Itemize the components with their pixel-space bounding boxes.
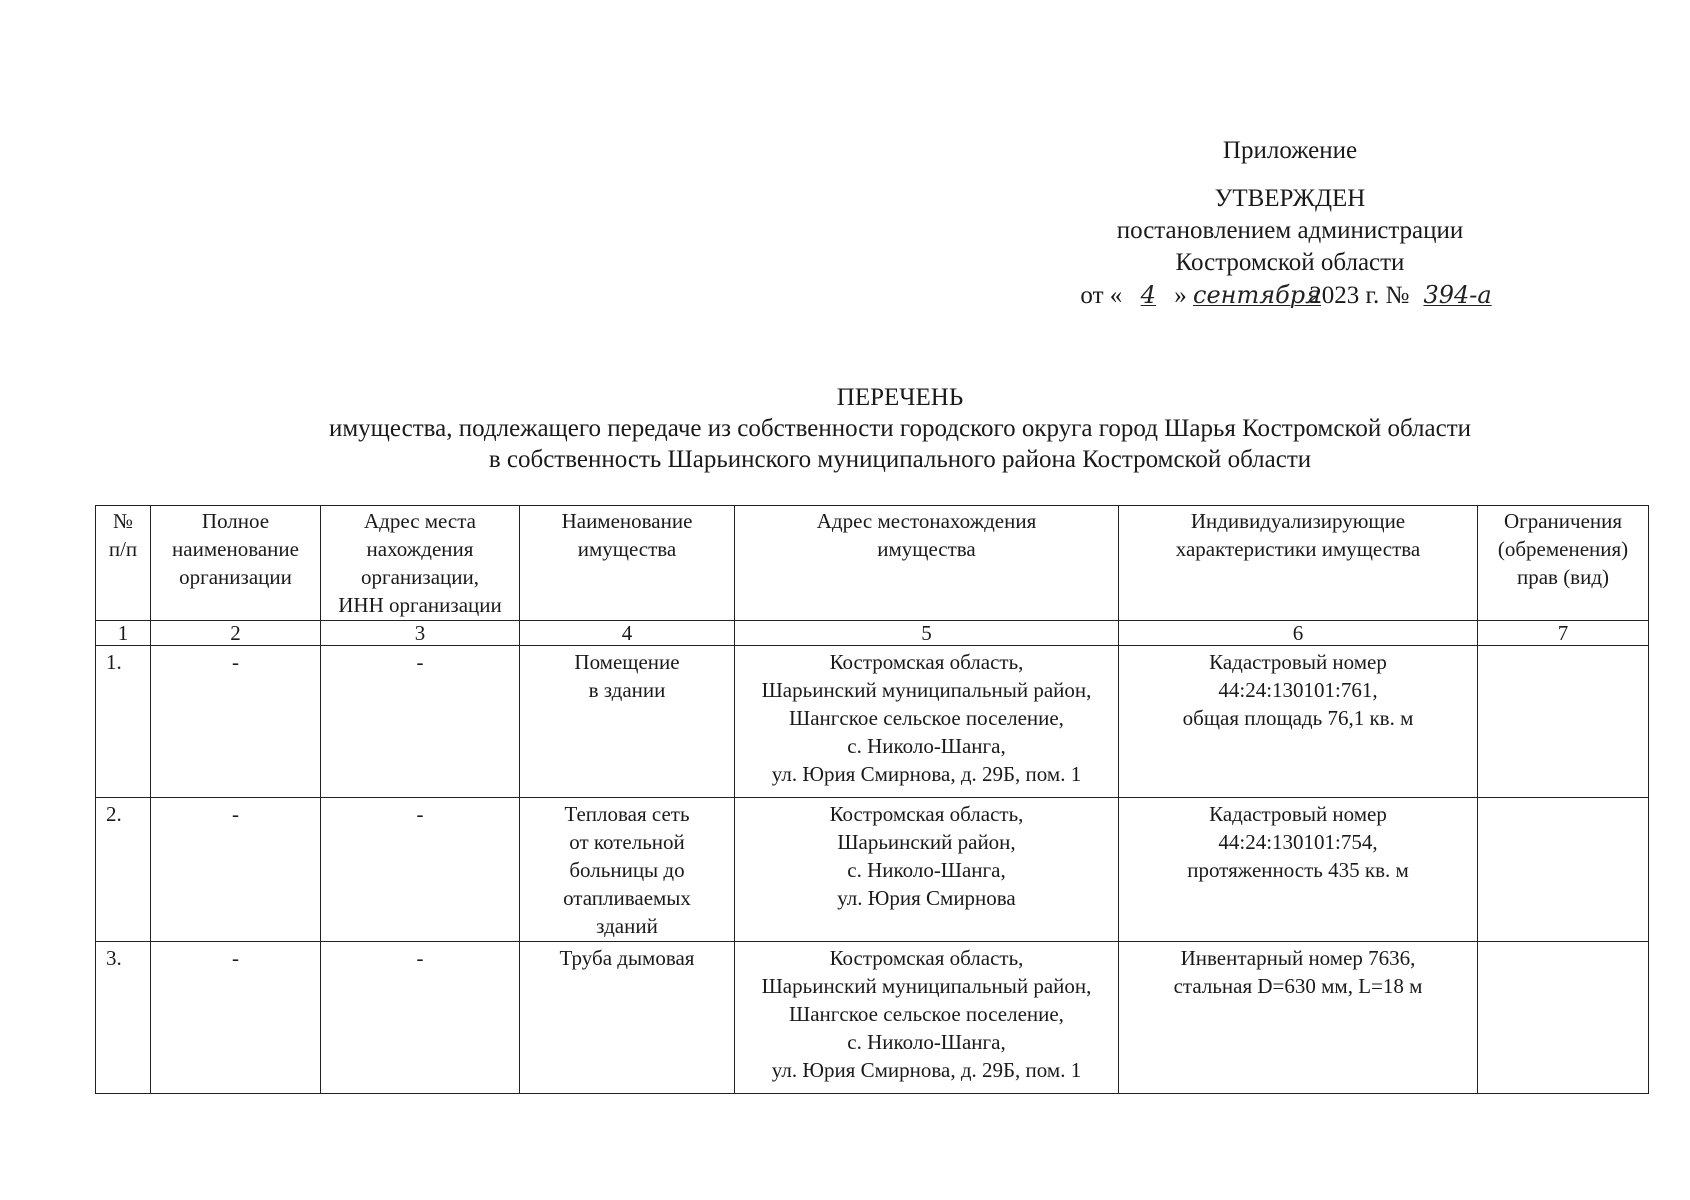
restrictions-cell bbox=[1478, 942, 1649, 1094]
characteristics-cell: Инвентарный номер 7636, стальная D=630 мм, L=18 м bbox=[1119, 942, 1478, 1094]
characteristics-cell: Кадастровый номер 44:24:130101:761, общая площадь 76,1 кв. м bbox=[1119, 646, 1478, 798]
heading-line-2: в собственность Шарьинского муниципального района Костромской области bbox=[488, 446, 1312, 473]
approval-line-1: постановлением администрации bbox=[1116, 217, 1464, 244]
restrictions-cell bbox=[1478, 646, 1649, 798]
org-address-cell: - bbox=[321, 942, 520, 1094]
org-name-cell: - bbox=[151, 798, 321, 942]
column-number-row bbox=[96, 621, 1649, 646]
approved-label: УТВЕРЖДЕН bbox=[1214, 185, 1366, 212]
table-row bbox=[96, 798, 1649, 942]
header-cell: № п/п bbox=[96, 506, 151, 621]
column-number: 1 bbox=[96, 621, 151, 646]
property-table bbox=[95, 505, 1649, 1094]
column-number: 4 bbox=[520, 621, 735, 646]
characteristics-cell: Кадастровый номер 44:24:130101:754, протяженность 435 кв. м bbox=[1119, 798, 1478, 942]
property-name-cell: Тепловая сеть от котельной больницы до отапливаемых зданий bbox=[520, 798, 735, 942]
year-text: 2023 г. № bbox=[1309, 282, 1410, 309]
property-address-cell: Костромская область, Шарьинский муниципальный район, Шангское сельское поселение, с. Николо-Шанга, ул. Юрия Смирнова, д. 29Б, пом. 1 bbox=[735, 942, 1119, 1094]
property-name-cell: Помещение в здании bbox=[520, 646, 735, 798]
row-number: 3. bbox=[96, 942, 151, 1094]
table-row bbox=[96, 942, 1649, 1094]
header-cell: Индивидуализирующие характеристики имущества bbox=[1119, 506, 1478, 621]
header-cell: Наименование имущества bbox=[520, 506, 735, 621]
org-address-cell: - bbox=[321, 798, 520, 942]
row-number: 1. bbox=[96, 646, 151, 798]
org-address-cell: - bbox=[321, 646, 520, 798]
table-header-row bbox=[96, 506, 1649, 621]
approval-date-line bbox=[1080, 279, 1500, 312]
property-name-cell: Труба дымовая bbox=[520, 942, 735, 1094]
table-row bbox=[96, 646, 1649, 798]
column-number: 5 bbox=[735, 621, 1119, 646]
approval-line-2: Костромской области bbox=[1175, 249, 1405, 276]
org-name-cell: - bbox=[151, 942, 321, 1094]
column-number: 2 bbox=[151, 621, 321, 646]
heading-title: ПЕРЕЧЕНЬ bbox=[836, 384, 964, 411]
document-heading bbox=[120, 382, 1680, 475]
header-cell: Адрес местонахождения имущества bbox=[735, 506, 1119, 621]
header-cell: Адрес места нахождения организации, ИНН организации bbox=[321, 506, 520, 621]
appendix-label: Приложение bbox=[1222, 137, 1358, 164]
handwritten-number: 394-а bbox=[1423, 281, 1492, 309]
approval-block bbox=[1080, 135, 1500, 312]
handwritten-month: сентября bbox=[1193, 281, 1322, 309]
date-prefix: от « bbox=[1080, 282, 1123, 309]
property-address-cell: Костромская область, Шарьинский муниципальный район, Шангское сельское поселение, с. Николо-Шанга, ул. Юрия Смирнова, д. 29Б, пом. 1 bbox=[735, 646, 1119, 798]
restrictions-cell bbox=[1478, 798, 1649, 942]
date-mid: » bbox=[1174, 282, 1187, 309]
column-number: 3 bbox=[321, 621, 520, 646]
property-address-cell: Костромская область, Шарьинский район, с. Николо-Шанга, ул. Юрия Смирнова bbox=[735, 798, 1119, 942]
header-cell: Полное наименование организации bbox=[151, 506, 321, 621]
org-name-cell: - bbox=[151, 646, 321, 798]
column-number: 6 bbox=[1119, 621, 1478, 646]
row-number: 2. bbox=[96, 798, 151, 942]
header-cell: Ограничения (обременения) прав (вид) bbox=[1478, 506, 1649, 621]
handwritten-day: 4 bbox=[1140, 281, 1156, 309]
heading-line-1: имущества, подлежащего передаче из собственности городского округа город Шарья Костромской области bbox=[328, 415, 1472, 442]
column-number: 7 bbox=[1478, 621, 1649, 646]
